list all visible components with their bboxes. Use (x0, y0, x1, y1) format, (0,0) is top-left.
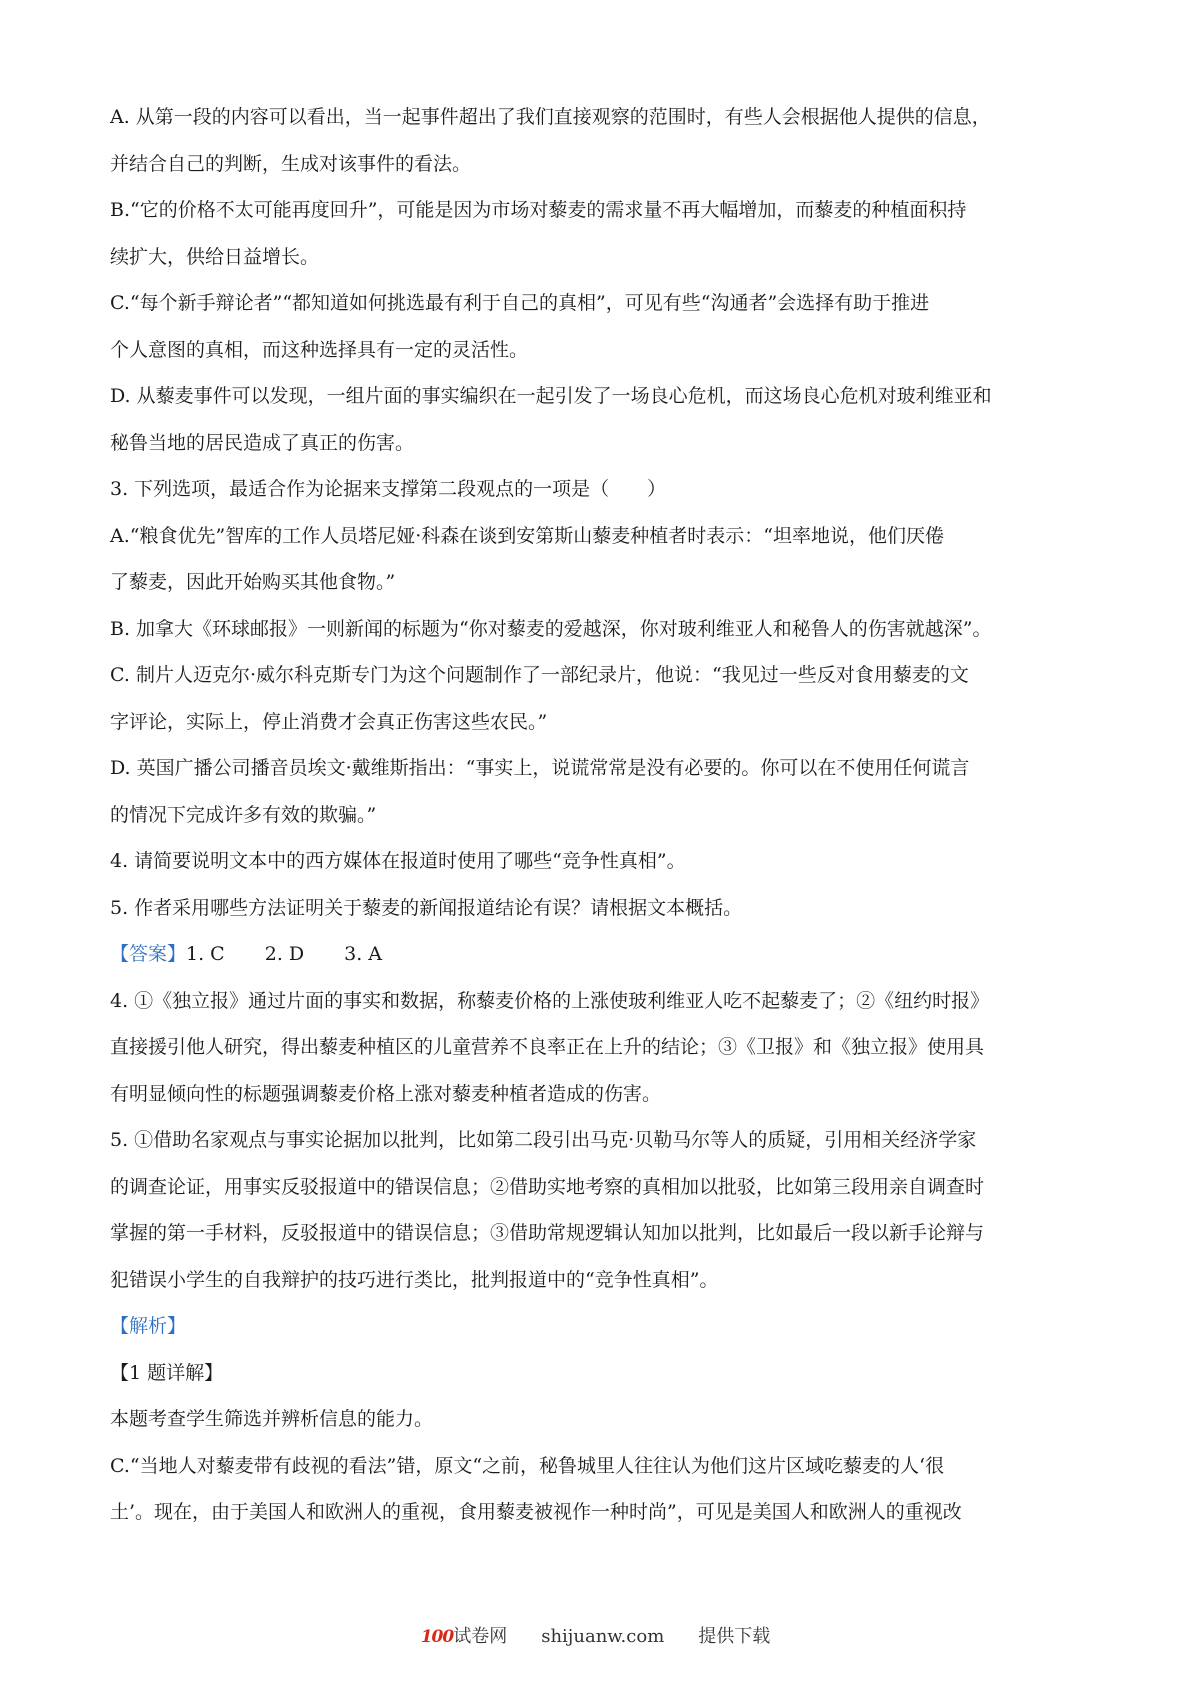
question-3: 3. 下列选项，最适合作为论据来支撑第二段观点的一项是（ ） (110, 478, 667, 500)
option-1d-line-1: D. 从藜麦事件可以发现，一组片面的事实编织在一起引发了一场良心危机，而这场良心危机对玻利维亚和 (110, 385, 992, 407)
answer-4-line-3: 有明显倾向性的标题强调藜麦价格上涨对藜麦种植者造成的伤害。 (110, 1082, 662, 1105)
answer-2: 2. D (264, 943, 305, 965)
option-1b-line-2: 续扩大，供给日益增长。 (110, 245, 320, 268)
document-content (110, 94, 1090, 1536)
site-name: 试卷网 (453, 1626, 508, 1647)
answer-4-line-1: 4. ①《独立报》通过片面的事实和数据，称藜麦价格的上涨使玻利维亚人吃不起藜麦了；②《纽约时报》 (110, 989, 990, 1012)
option-1c-line-1: C.“每个新手辩论者”“都知道如何挑选最有利于自己的真相”，可见有些“沟通者”会选择有助于推进 (110, 292, 930, 314)
q1-detail-heading: 【1 题详解】 (110, 1361, 224, 1384)
answer-3: 3. A (344, 943, 383, 965)
answer-5-line-2: 的调查论证，用事实反驳报道中的错误信息；②借助实地考察的真相加以批驳，比如第三段用亲自调查时 (110, 1175, 985, 1198)
q1-detail-c-line-2: 土’。现在，由于美国人和欧洲人的重视，食用藜麦被视作一种时尚”，可见是美国人和欧洲人的重视改 (110, 1501, 962, 1523)
answer-1: 1. C (186, 943, 225, 965)
option-3a-line-2: 了藜麦，因此开始购买其他食物。” (110, 571, 396, 593)
option-1d-line-2: 秘鲁当地的居民造成了真正的伤害。 (110, 431, 415, 454)
option-1b-line-1: B.“它的价格不太可能再度回升”，可能是因为市场对藜麦的需求量不再大幅增加，而藜麦的种植面积持 (110, 199, 967, 221)
site-logo: 100 (420, 1627, 454, 1647)
option-1a-line-1: A. 从第一段的内容可以看出，当一起事件超出了我们直接观察的范围时，有些人会根据他人提供的信息， (110, 106, 991, 128)
option-1a-line-2: 并结合自己的判断，生成对该事件的看法。 (110, 152, 472, 175)
download-note: 提供下载 (698, 1626, 771, 1647)
q1-detail-c-line-1: C.“当地人对藜麦带有歧视的看法”错，原文“之前，秘鲁城里人往往认为他们这片区域吃藜麦的人‘很 (110, 1454, 945, 1477)
q1-detail-intro: 本题考查学生筛选并辨析信息的能力。 (110, 1408, 434, 1430)
answer-4-line-2: 直接援引他人研究，得出藜麦种植区的儿童营养不良率正在上升的结论；③《卫报》和《独立报》使用具 (110, 1036, 985, 1058)
question-4: 4. 请简要说明文本中的西方媒体在报道时使用了哪些“竞争性真相”。 (110, 850, 686, 872)
analysis-label: 【解析】 (110, 1315, 187, 1337)
option-3a-line-1: A.“粮食优先”智库的工作人员塔尼娅·科森在谈到安第斯山藜麦种植者时表示：“坦率地说，他们厌倦 (110, 524, 944, 547)
answer-5-line-1: 5. ①借助名家观点与事实论据加以批判，比如第二段引出马克·贝勒马尔等人的质疑，引用相关经济学家 (110, 1129, 977, 1151)
option-3b: B. 加拿大《环球邮报》一则新闻的标题为“你对藜麦的爱越深，你对玻利维亚人和秘鲁人的伤害就越深”。 (110, 617, 992, 640)
site-domain[interactable]: shijuanw.com (541, 1626, 665, 1647)
option-3c-line-2: 字评论，实际上，停止消费才会真正伤害这些农民。” (110, 710, 548, 733)
answer-label: 【答案】 (110, 943, 187, 965)
page-footer (0, 1622, 1191, 1648)
option-3d-line-2: 的情况下完成许多有效的欺骗。” (110, 803, 377, 826)
answer-line (110, 931, 1090, 978)
question-5: 5. 作者采用哪些方法证明关于藜麦的新闻报道结论有误？请根据文本概括。 (110, 896, 743, 919)
option-1c-line-2: 个人意图的真相，而这种选择具有一定的灵活性。 (110, 338, 529, 361)
option-3c-line-1: C. 制片人迈克尔·威尔科克斯专门为这个问题制作了一部纪录片，他说：“我见过一些反对食用藜麦的文 (110, 664, 969, 686)
option-3d-line-1: D. 英国广播公司播音员埃文·戴维斯指出：“事实上，说谎常常是没有必要的。你可以在不使用任何谎言 (110, 757, 970, 779)
answer-5-line-3: 掌握的第一手材料，反驳报道中的错误信息；③借助常规逻辑认知加以批判，比如最后一段以新手论辩与 (110, 1222, 985, 1244)
answer-5-line-4: 犯错误小学生的自我辩护的技巧进行类比，批判报道中的“竞争性真相”。 (110, 1268, 719, 1291)
